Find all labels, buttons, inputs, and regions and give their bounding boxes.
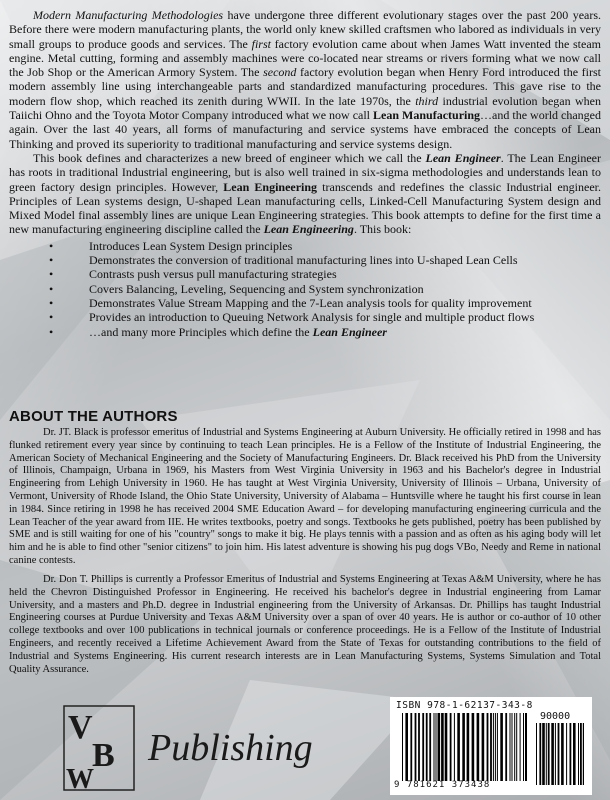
text-run: Demonstrates the conversion of traditional manufacturing lines into U-shaped Lean Cells	[89, 253, 518, 268]
barcode-bar	[454, 713, 455, 781]
text-run: factory evolution came about when James Watt invented the steam engine. Metal cutting, forming and assembly machines were co-located near streams or rivers forming what we now call the Job Shop or the American Armory System. The	[9, 36, 601, 80]
author-bio-phillips	[9, 574, 601, 676]
barcode-bar	[520, 713, 521, 781]
barcode-bar	[551, 723, 554, 785]
barcode-bar	[462, 713, 465, 781]
barcode-bar	[573, 723, 576, 785]
barcode-bar	[422, 713, 424, 781]
author-bio-black	[9, 427, 601, 568]
price-code: 90000	[540, 711, 571, 722]
barcode-bar	[558, 723, 560, 785]
barcode-bar	[512, 713, 513, 781]
text-run: …and the world changed again. Over the last 40 years, all forms of manufacturing and service systems have embraced the concepts of Lean Thinking and proved its superiority to traditional manufacturing and service systems design.	[9, 108, 602, 151]
isbn-number: ISBN 978-1-62137-343-8	[396, 700, 533, 711]
feature-item	[9, 282, 601, 296]
barcode-bar	[523, 713, 524, 781]
feature-item	[9, 267, 601, 281]
barcode-bar	[467, 713, 470, 781]
barcode-bar	[542, 723, 545, 785]
barcode-bar	[566, 723, 567, 785]
text-run: Lean Engineering	[223, 179, 318, 194]
barcode-bar	[583, 723, 584, 785]
barcode-bar	[487, 713, 489, 781]
text-run: Lean Engineering	[263, 222, 354, 237]
barcode-bar	[525, 713, 527, 781]
barcode-bar	[445, 713, 448, 781]
barcode-bar	[510, 713, 511, 781]
barcode-bar	[441, 713, 444, 781]
barcode-bar	[438, 713, 441, 781]
barcode-bar	[495, 713, 496, 781]
text-run: factory evolution began when Henry Ford introduced the first modern assembly line using interchangeable parts and standardized manufacturing procedures. This gave rise to the modern flow shop, which reached its zenith during WWII. In the late 1970s, the	[9, 65, 601, 108]
barcode-bar	[434, 713, 435, 781]
barcode-bar	[450, 713, 452, 781]
logo-letter-b: B	[92, 737, 115, 774]
text-run: transcends and redefines the classic Industrial engineer. Principles of Lean systems design, U-shaped Lean manufacturing cells, Linked-Cell Manufacturing System design and Mixed Model final assembly lines are unique Lean Engineering strategies. This book attempts to define for the first time a new manufacturing engineering discipline called the	[9, 179, 601, 237]
text-run: Lean Manufacturing	[373, 108, 481, 123]
ean-digits: 9 781621 373438	[394, 780, 491, 790]
text-run: Lean Engineer	[425, 150, 501, 165]
barcode-bar	[457, 713, 460, 781]
publisher-wordmark: Publishing	[148, 727, 313, 769]
barcode-bar	[477, 713, 480, 781]
feature-item	[9, 239, 601, 253]
text-run: . This book:	[353, 222, 412, 237]
feature-item	[9, 310, 601, 324]
text-run: Demonstrates Value Stream Mapping and the 7-Lean analysis tools for quality improvement	[89, 295, 532, 310]
barcode-bar	[415, 713, 417, 781]
text-run: industrial evolution began when Taiichi Ohno and the Toyota Motor Company introduced what we now call	[9, 93, 601, 123]
text-run: Lean Engineer	[312, 324, 387, 339]
text-run: first	[251, 36, 271, 51]
barcode-bar	[426, 713, 428, 781]
publisher-logo	[62, 704, 322, 792]
text-run: This book defines and characterizes a new breed of engineer which we call the	[33, 150, 426, 165]
barcode-bar	[516, 713, 517, 781]
barcode-bar	[405, 713, 408, 781]
barcode-bar	[490, 713, 492, 781]
text-run: second	[263, 65, 297, 80]
feature-item	[9, 253, 601, 267]
text-run: have undergone three different evolutionary stages over the past 200 years. Before there were modern manufacturing plants, the world only knew skilled craftsmen who labored as individuals in very small groups to produce goods and services. The	[9, 8, 602, 51]
barcode-bar	[418, 713, 420, 781]
text-run: third	[415, 93, 439, 108]
text-run: Contrasts push versus pull manufacturing strategies	[89, 267, 337, 282]
author-bio-text: Dr. Don T. Phillips is currently a Professor Emeritus of Industrial and Systems Engineering at Texas A&M University, where he has held the Chevron Distinguished Professor in Engineering. He received his bachelor's degree in Industrial engineering from Lamar University, and a masters and Ph.D. degree in Industrial engineering from the University of Arkansas. Dr. Phillips has taught Industrial Engineering courses at Purdue University and Texas A&M University over a span of over 40 years. He is author or co-author of 10 other college textbooks and over 100 publications in technical journals or conference proceedings. He is a Fellow of the Institute of Industrial Engineers, and recently received a Lifetime Achievement Award from the State of Texas for outstanding contributions to the field of Industrial and Systems Engineering. His current research interests are in Lean Manufacturing Systems, Systems Simulation and Total Quality Assurance.	[9, 574, 601, 675]
barcode-bar	[505, 713, 507, 781]
feature-list	[9, 239, 601, 339]
barcode-bar	[497, 713, 498, 781]
barcode-bar	[539, 723, 541, 785]
author-bio-text: Dr. JT. Black is professor emeritus of Industrial and Systems Engineering at Auburn University. He officially retired in 1998 and has flunked retirement every year since by continuing to teach Lean principles. He is a Fellow of the Institute of Industrial Engineering, the American Society of Mechanical Engineering and the Society of Manufacturing Engineers. Dr. Black received his PhD from the University of Illinois, Champaign, Urbana in 1969, his Masters from West Virginia University in 1963 and his Bachelor's degree in Industrial Engineering from Lehigh University in 1960. He has taught at West Virginia University, University of Illinois – Urbana, University of Vermont, University of Rhode Island, the Ohio State University, University of Alabama – Huntsville where he taught his first course in lean in 1984. Since retiring in 1998 he has received 2004 SME Education Award – for developing manufacturing engineering curricula and the Lean Teacher of the year award from IIE. He writes textbooks, poetry and songs. Textbooks he gets published, poetry has been published by SME and is still waiting for one of his "country" songs to make it big. He plays tennis with a passion and as often as his aging body will let him and he is able to find other "senior citizens" to join him. His latest adventure is showing his pug dogs VBo, Needy and Reme in national canine contests.	[9, 427, 601, 566]
barcode-bar	[578, 723, 579, 785]
addon-bars	[536, 723, 584, 785]
barcode-bar	[410, 713, 412, 781]
barcode-bar	[548, 723, 550, 785]
text-run: Modern Manufacturing Methodologies	[33, 8, 224, 22]
feature-item	[9, 325, 601, 339]
barcode-bar	[514, 713, 515, 781]
barcode-bar	[500, 713, 503, 781]
barcode-bar	[472, 713, 475, 781]
isbn-barcode	[390, 697, 592, 795]
about-authors-heading: ABOUT THE AUTHORS	[9, 408, 178, 425]
barcode-bar	[561, 723, 564, 785]
ean-bars	[402, 713, 527, 781]
text-run: Provides an introduction to Queuing Network Analysis for single and multiple product flows	[89, 310, 535, 325]
description-paragraph-2	[9, 151, 601, 237]
barcode-bar	[570, 723, 572, 785]
barcode-bar	[580, 723, 582, 785]
barcode-bar	[546, 723, 547, 785]
barcode-bar	[555, 723, 556, 785]
barcode-bar	[429, 713, 431, 781]
logo-letter-w: W	[66, 764, 94, 792]
logo-letter-v: V	[68, 709, 93, 746]
description-paragraph-1	[9, 8, 601, 151]
barcode-bar	[482, 713, 485, 781]
barcode-bar	[493, 713, 494, 781]
book-description	[9, 8, 601, 339]
barcode-bar	[536, 723, 537, 785]
text-run: . The Lean Engineer has roots in traditional Industrial engineering, but is also well trained in six-sigma methodologies and understands lean to green factory design principles. However,	[9, 150, 602, 194]
text-run: …and many more Principles which define the	[89, 324, 313, 339]
text-run: Introduces Lean System Design principles	[89, 238, 293, 253]
barcode-bar	[402, 713, 403, 781]
barcode-bar	[436, 713, 437, 781]
text-run: Covers Balancing, Leveling, Sequencing and System synchronization	[89, 281, 424, 296]
feature-item	[9, 296, 601, 310]
